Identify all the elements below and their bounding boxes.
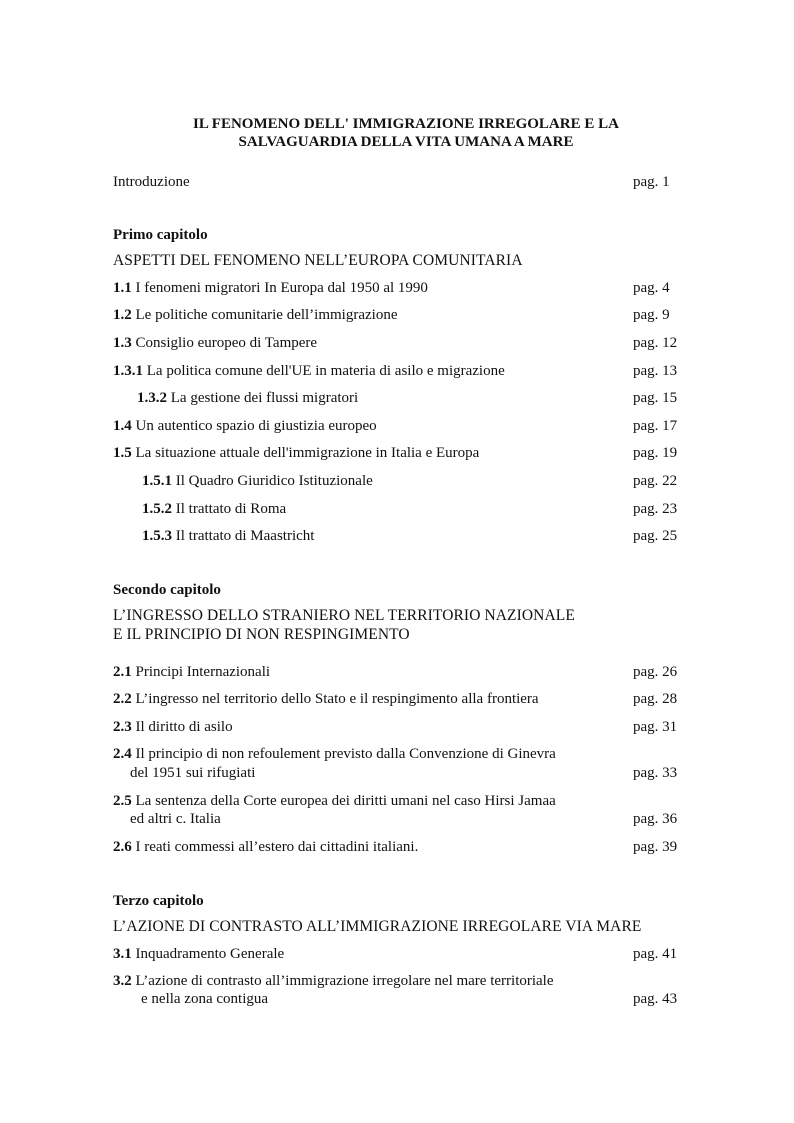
toc-entry-page: pag. 9	[633, 307, 670, 323]
toc-entry-text: Le politiche comunitarie dell’immigrazione	[135, 307, 398, 323]
toc-entry-number: 2.5	[113, 793, 132, 809]
toc-entry	[113, 838, 418, 856]
toc-entry	[113, 417, 377, 435]
toc-entry	[113, 334, 317, 352]
toc-entry-text: La politica comune dell'UE in materia di asilo e migrazione	[146, 363, 505, 379]
toc-entry-page: pag. 12	[633, 335, 678, 351]
toc-entry-number: 1.2	[113, 307, 132, 323]
toc-entry-number: 3.2	[113, 973, 132, 989]
toc-entry-text: Il trattato di Roma	[175, 501, 287, 517]
toc-entry-page: pag. 17	[633, 418, 678, 434]
toc-entry-number: 2.4	[113, 746, 132, 762]
toc-entry-number: 1.3.1	[113, 363, 143, 379]
toc-entry-number: 2.3	[113, 719, 132, 735]
document-title-line-2: SALVAGUARDIA DELLA VITA UMANA A MARE	[238, 134, 574, 150]
toc-entry-continuation: e nella zona contigua	[141, 991, 269, 1007]
chapter-1-heading: Primo capitolo	[113, 227, 208, 243]
toc-intro-page: pag. 1	[633, 174, 670, 190]
toc-entry-page: pag. 41	[633, 946, 678, 962]
toc-entry-page: pag. 31	[633, 719, 678, 735]
toc-entry-page: pag. 36	[633, 811, 678, 827]
toc-entry-text: La gestione dei flussi migratori	[170, 390, 359, 406]
toc-entry	[113, 690, 539, 708]
toc-entry	[113, 792, 556, 810]
toc-entry	[113, 444, 479, 462]
toc-entry-number: 1.5.1	[142, 473, 172, 489]
chapter-1-title: ASPETTI DEL FENOMENO NELL’EUROPA COMUNITARIA	[113, 252, 523, 269]
toc-entry-number: 1.3.2	[137, 390, 167, 406]
toc-entry-number: 2.1	[113, 664, 132, 680]
toc-entry	[113, 362, 505, 380]
toc-entry-number: 1.4	[113, 418, 132, 434]
toc-entry	[113, 718, 233, 736]
toc-entry-page: pag. 43	[633, 991, 678, 1007]
toc-entry-number: 3.1	[113, 946, 132, 962]
toc-entry-page: pag. 19	[633, 445, 678, 461]
toc-entry-text: I reati commessi all’estero dai cittadini italiani.	[135, 839, 419, 855]
chapter-3-title: L’AZIONE DI CONTRASTO ALL’IMMIGRAZIONE IRREGOLARE VIA MARE	[113, 918, 642, 935]
toc-entry	[142, 527, 314, 545]
toc-entry-page: pag. 26	[633, 664, 678, 680]
toc-entry-number: 1.5.2	[142, 501, 172, 517]
toc-entry-page: pag. 4	[633, 280, 670, 296]
toc-entry	[113, 279, 428, 297]
toc-entry	[113, 663, 270, 681]
toc-intro-label: Introduzione	[113, 174, 190, 190]
toc-entry-page: pag. 28	[633, 691, 678, 707]
toc-entry-page: pag. 13	[633, 363, 678, 379]
toc-entry-continuation: del 1951 sui rifugiati	[130, 765, 256, 781]
toc-entry-text: I fenomeni migratori In Europa dal 1950 al 1990	[135, 280, 428, 296]
toc-entry-text: Il principio di non refoulement previsto dalla Convenzione di Ginevra	[135, 746, 556, 762]
toc-entry-page: pag. 33	[633, 765, 678, 781]
toc-entry-text: L’azione di contrasto all’immigrazione irregolare nel mare territoriale	[135, 973, 554, 989]
toc-entry	[113, 945, 284, 963]
toc-entry-text: Il diritto di asilo	[135, 719, 233, 735]
toc-entry-text: La situazione attuale dell'immigrazione in Italia e Europa	[135, 445, 480, 461]
toc-entry-number: 1.5	[113, 445, 132, 461]
toc-entry-page: pag. 25	[633, 528, 678, 544]
chapter-3-heading: Terzo capitolo	[113, 893, 204, 909]
toc-entry	[113, 972, 554, 990]
chapter-2-heading: Secondo capitolo	[113, 582, 221, 598]
toc-entry-page: pag. 22	[633, 473, 678, 489]
toc-entry-text: L’ingresso nel territorio dello Stato e il respingimento alla frontiera	[135, 691, 539, 707]
toc-entry-page: pag. 39	[633, 839, 678, 855]
document-title-line-1: IL FENOMENO DELL' IMMIGRAZIONE IRREGOLARE E LA	[193, 116, 619, 132]
toc-entry-text: La sentenza della Corte europea dei diritti umani nel caso Hirsi Jamaa	[135, 793, 556, 809]
toc-entry-text: Un autentico spazio di giustizia europeo	[135, 418, 377, 434]
toc-entry-text: Consiglio europeo di Tampere	[135, 335, 318, 351]
toc-entry	[142, 472, 373, 490]
toc-entry	[142, 500, 286, 518]
toc-entry-number: 1.1	[113, 280, 132, 296]
toc-entry	[113, 306, 398, 324]
toc-entry-text: Inquadramento Generale	[135, 946, 285, 962]
toc-entry-number: 2.2	[113, 691, 132, 707]
toc-entry-number: 1.3	[113, 335, 132, 351]
chapter-2-title-line-2: E IL PRINCIPIO DI NON RESPINGIMENTO	[113, 626, 410, 643]
chapter-2-title-line-1: L’INGRESSO DELLO STRANIERO NEL TERRITORIO NAZIONALE	[113, 607, 575, 624]
toc-entry-text: Principi Internazionali	[135, 664, 271, 680]
toc-entry-text: Il Quadro Giuridico Istituzionale	[175, 473, 373, 489]
toc-entry-page: pag. 23	[633, 501, 678, 517]
toc-entry	[113, 745, 556, 763]
toc-entry-number: 1.5.3	[142, 528, 172, 544]
toc-entry-text: Il trattato di Maastricht	[175, 528, 315, 544]
toc-entry-number: 2.6	[113, 839, 132, 855]
toc-entry-continuation: ed altri c. Italia	[130, 811, 221, 827]
toc-entry-page: pag. 15	[633, 390, 678, 406]
toc-entry	[137, 389, 358, 407]
